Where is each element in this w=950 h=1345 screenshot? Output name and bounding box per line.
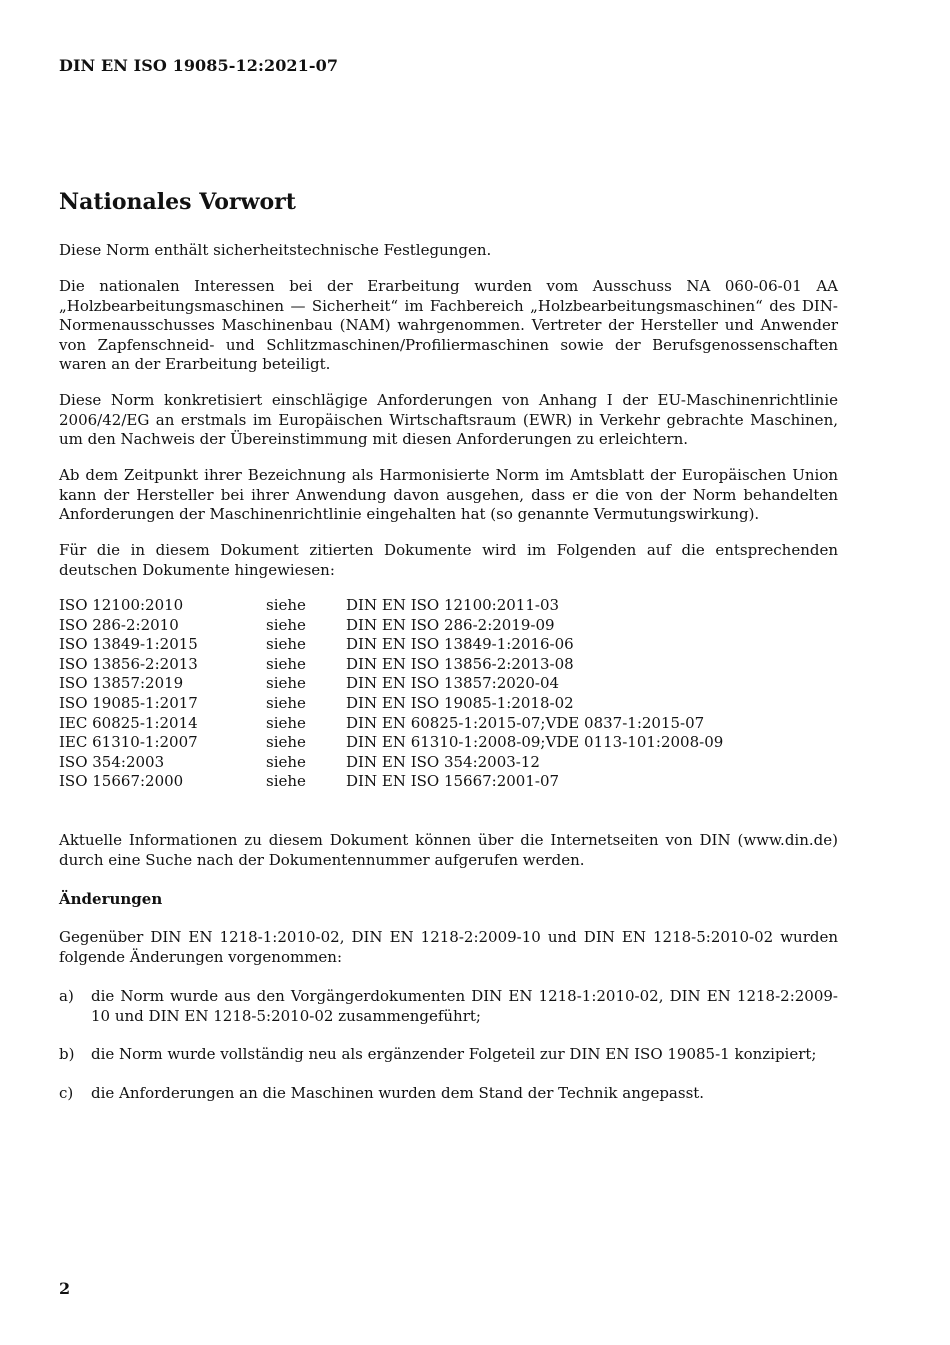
iso-reference: ISO 12100:2010 [59, 596, 184, 614]
iso-reference: ISO 13857:2019 [59, 674, 184, 693]
iso-reference: ISO 19085-1:2017 [59, 693, 198, 712]
list-marker: c) [59, 1084, 74, 1102]
table-row [59, 714, 723, 734]
changes-heading-wrapper [59, 890, 838, 908]
din-reference: DIN EN 61310-1:2008-09;VDE 0113-101:2008-09 [346, 733, 724, 752]
document-header-id: DIN EN ISO 19085-12:2021-07 [59, 56, 339, 75]
page-number: 2 [59, 1279, 71, 1298]
paragraph-text: Aktuelle Informationen zu diesem Dokument können über die Internetseiten von DIN (www.din.de) durch eine Suche nach der Dokumentennummer aufgerufen werden. [59, 831, 838, 869]
paragraph-directive [59, 391, 838, 450]
see-label: siehe [266, 615, 306, 634]
table-row [59, 616, 723, 636]
paragraph-text: Für die in diesem Dokument zitierten Dokumente wird im Folgenden auf die entsprechenden deutschen Dokumente hingewiesen: [59, 541, 838, 579]
table-row [59, 753, 723, 773]
iso-reference: ISO 286-2:2010 [59, 615, 179, 634]
table-row [59, 655, 723, 675]
iso-reference: ISO 15667:2000 [59, 772, 184, 791]
table-row [59, 733, 723, 753]
list-item [59, 1045, 838, 1065]
din-reference: DIN EN ISO 15667:2001-07 [346, 772, 560, 791]
changes-intro: Gegenüber DIN EN 1218-1:2010-02, DIN EN 1218-2:2009-10 und DIN EN 1218-5:2010-02 wurden folgende Änderungen vorgenommen: [59, 928, 838, 966]
list-marker: a) [59, 987, 74, 1005]
list-item-text: die Anforderungen an die Maschinen wurden dem Stand der Technik angepasst. [91, 1084, 705, 1102]
list-item [59, 987, 838, 1026]
list-item [59, 1084, 838, 1104]
see-label: siehe [266, 772, 306, 791]
see-label: siehe [266, 693, 306, 712]
paragraph-text: Ab dem Zeitpunkt ihrer Bezeichnung als Harmonisierte Norm im Amtsblatt der Europäischen Union kann der Hersteller bei ihrer Anwendung davon ausgehen, dass er die von der Norm behandelten Anforderungen der Maschinenrichtlinie eingehalten hat (so genannte Vermutungswirkung). [59, 466, 838, 524]
see-label: siehe [266, 596, 306, 614]
list-item-text: die Norm wurde vollständig neu als ergänzender Folgeteil zur DIN EN ISO 19085-1 konzipiert; [91, 1045, 817, 1063]
list-item-text: die Norm wurde aus den Vorgängerdokumenten DIN EN 1218-1:2010-02, DIN EN 1218-2:2009-10 und DIN EN 1218-5:2010-02 zusammengeführt; [91, 987, 838, 1025]
iso-reference: ISO 13856-2:2013 [59, 654, 198, 673]
reference-table [59, 596, 723, 792]
list-marker: b) [59, 1045, 75, 1063]
see-label: siehe [266, 635, 306, 654]
see-label: siehe [266, 654, 306, 673]
din-reference: DIN EN ISO 19085-1:2018-02 [346, 693, 574, 712]
see-label: siehe [266, 674, 306, 693]
din-reference: DIN EN ISO 12100:2011-03 [346, 596, 560, 614]
see-label: siehe [266, 733, 306, 752]
iso-reference: IEC 61310-1:2007 [59, 733, 198, 752]
table-row [59, 772, 723, 792]
iso-reference: ISO 13849-1:2015 [59, 635, 198, 654]
paragraph-text: Diese Norm konkretisiert einschlägige Anforderungen von Anhang I der EU-Maschinenrichtlinie 2006/42/EG an erstmals im Europäischen Wirtschaftsraum (EWR) in Verkehr gebrachte Maschinen, um den Nachweis der Übereinstimmung mit diesen Anforderungen zu erleichtern. [59, 391, 838, 449]
din-reference: DIN EN ISO 286-2:2019-09 [346, 615, 555, 634]
iso-reference: IEC 60825-1:2014 [59, 713, 198, 732]
see-label: siehe [266, 752, 306, 771]
din-reference: DIN EN ISO 354:2003-12 [346, 752, 540, 771]
see-label: siehe [266, 713, 306, 732]
page-title: Nationales Vorwort [59, 189, 296, 215]
din-reference: DIN EN ISO 13856-2:2013-08 [346, 654, 574, 673]
paragraph-committee [59, 277, 838, 375]
reference-table-wrapper [59, 596, 838, 792]
paragraph-harmonised [59, 466, 838, 525]
din-reference: DIN EN ISO 13857:2020-04 [346, 674, 560, 693]
paragraph-text: Die nationalen Interessen bei der Erarbeitung wurden vom Ausschuss NA 060-06-01 AA „Holzbearbeitungsmaschinen — Sicherheit“ im Fachbereich „Holzbearbeitungsmaschinen“ des DIN-Normenausschusses Maschinenbau (NAM) wahrgenommen. Vertreter der Hersteller und Anwender von Zapfenschneid- und Schlitzmaschinen/Profiliermaschinen sowie der Berufsgenossenschaften waren an der Erarbeitung beteiligt. [59, 277, 838, 374]
changes-intro-wrapper [59, 928, 838, 967]
paragraph-scope [59, 241, 838, 261]
paragraph-references-intro [59, 541, 838, 580]
paragraph-online-info [59, 831, 838, 870]
table-row [59, 596, 723, 616]
iso-reference: ISO 354:2003 [59, 752, 165, 771]
table-row [59, 674, 723, 694]
din-reference: DIN EN 60825-1:2015-07;VDE 0837-1:2015-07 [346, 713, 705, 732]
table-row [59, 694, 723, 714]
table-row [59, 635, 723, 655]
paragraph-text: Diese Norm enthält sicherheitstechnische Festlegungen. [59, 241, 492, 259]
din-reference: DIN EN ISO 13849-1:2016-06 [346, 635, 574, 654]
changes-heading: Änderungen [59, 890, 163, 908]
